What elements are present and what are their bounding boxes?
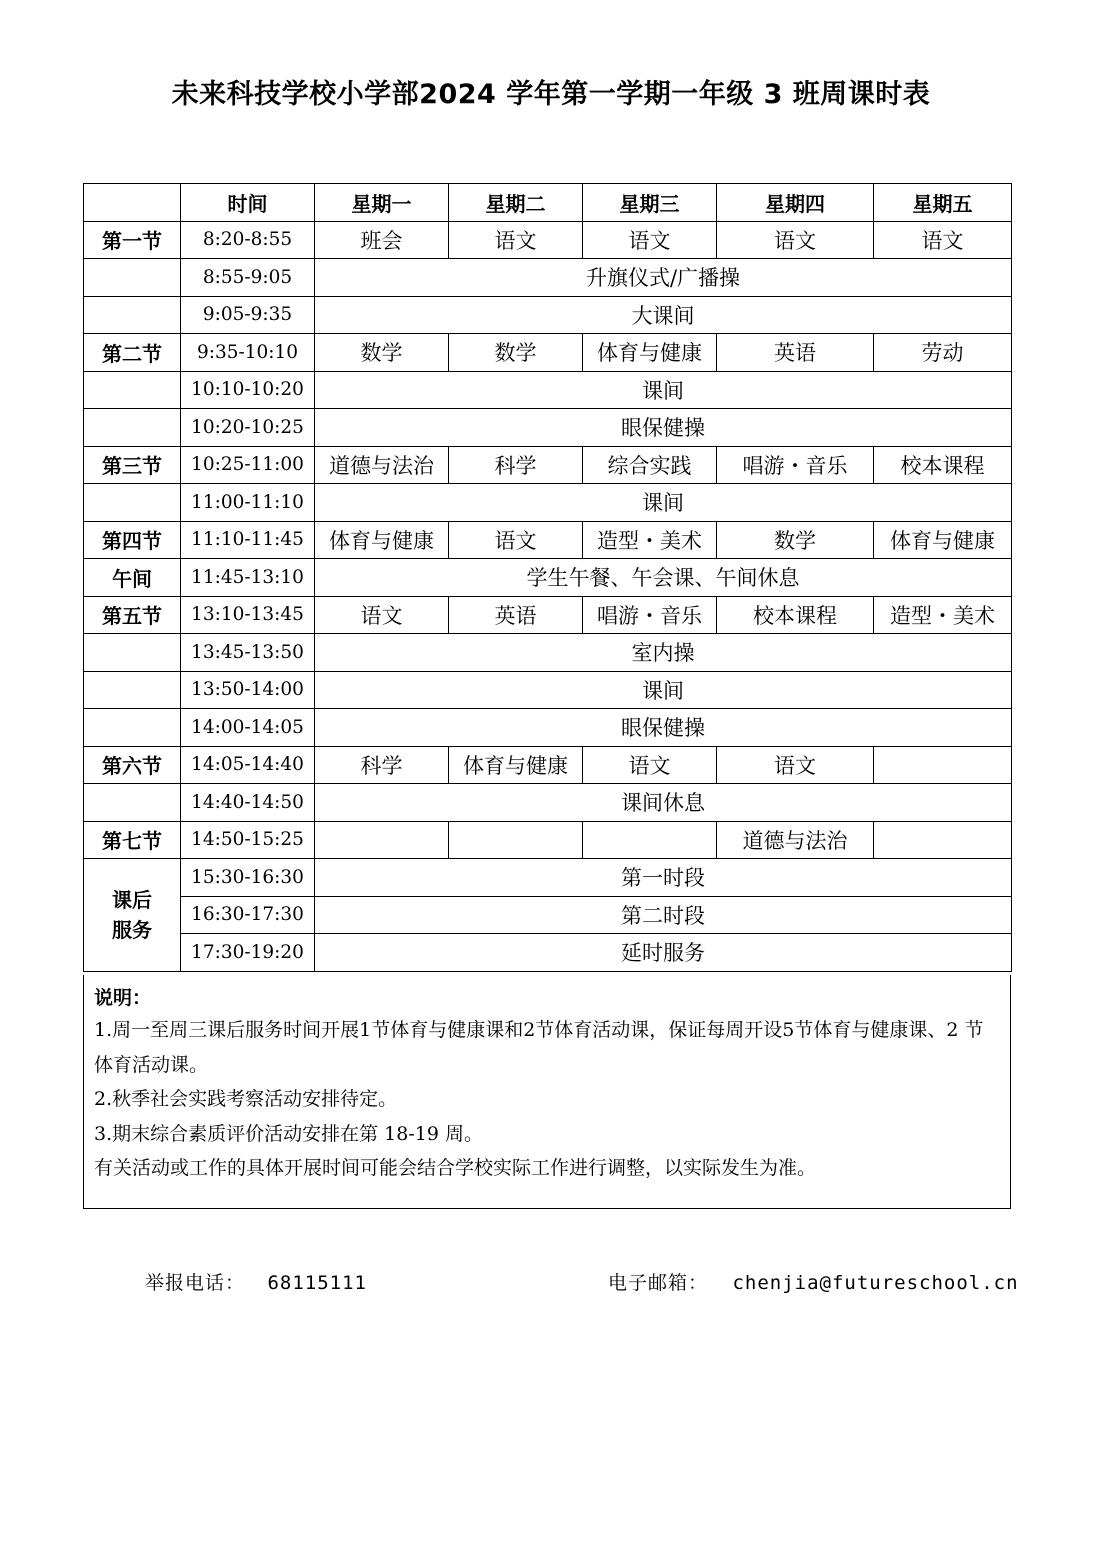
- period-label: [84, 671, 181, 709]
- time-cell: 11:00-11:10: [181, 484, 315, 522]
- period-label: 午间: [84, 559, 181, 597]
- course-cell: 体育与健康: [315, 521, 449, 559]
- table-row: [84, 334, 1012, 372]
- activity-cell: 课间: [315, 484, 1012, 522]
- time-cell: 8:55-9:05: [181, 259, 315, 297]
- course-cell: 语文: [717, 221, 874, 259]
- header-friday: 星期五: [874, 184, 1012, 222]
- activity-cell: 眼保健操: [315, 409, 1012, 447]
- table-row: [84, 296, 1012, 334]
- footer-phone: [145, 1268, 367, 1295]
- course-cell: 校本课程: [717, 596, 874, 634]
- time-cell: 8:20-8:55: [181, 221, 315, 259]
- course-cell: 唱游・音乐: [717, 446, 874, 484]
- period-label: [84, 709, 181, 747]
- course-cell: 体育与健康: [449, 746, 583, 784]
- course-cell: 体育与健康: [874, 521, 1012, 559]
- course-cell: 班会: [315, 221, 449, 259]
- table-row: [84, 859, 1012, 897]
- period-label: [84, 409, 181, 447]
- header-thursday: 星期四: [717, 184, 874, 222]
- activity-cell: 室内操: [315, 634, 1012, 672]
- course-cell: 语文: [583, 221, 717, 259]
- course-cell: 科学: [315, 746, 449, 784]
- notes-box: [83, 975, 1011, 1209]
- time-cell: 14:05-14:40: [181, 746, 315, 784]
- activity-cell: 课间: [315, 371, 1012, 409]
- course-cell: 科学: [449, 446, 583, 484]
- course-cell: [583, 821, 717, 859]
- period-label: 第七节: [84, 821, 181, 859]
- time-cell: 13:45-13:50: [181, 634, 315, 672]
- table-row: [84, 709, 1012, 747]
- phone-label: 举报电话：: [145, 1272, 246, 1294]
- note-line: 1.周一至周三课后服务时间开展1节体育与健康课和2节体育活动课，保证每周开设5节体育与健康课、2 节体育活动课。: [94, 1019, 984, 1076]
- table-row: [84, 221, 1012, 259]
- period-label: [84, 296, 181, 334]
- table-row: [84, 671, 1012, 709]
- course-cell: [315, 821, 449, 859]
- activity-cell: 课间: [315, 671, 1012, 709]
- table-row: [84, 896, 1012, 934]
- course-cell: 数学: [449, 334, 583, 372]
- header-tuesday: 星期二: [449, 184, 583, 222]
- table-row: [84, 259, 1012, 297]
- course-cell: 唱游・音乐: [583, 596, 717, 634]
- table-row: [84, 821, 1012, 859]
- course-cell: 校本课程: [874, 446, 1012, 484]
- course-cell: 造型・美术: [874, 596, 1012, 634]
- time-cell: 9:35-10:10: [181, 334, 315, 372]
- time-cell: 16:30-17:30: [181, 896, 315, 934]
- activity-cell: 大课间: [315, 296, 1012, 334]
- course-cell: 体育与健康: [583, 334, 717, 372]
- period-label: 第三节: [84, 446, 181, 484]
- table-row: [84, 784, 1012, 822]
- after-school-label-text: 课后服务: [112, 887, 152, 942]
- course-cell: [449, 821, 583, 859]
- period-label: [84, 784, 181, 822]
- time-cell: 10:25-11:00: [181, 446, 315, 484]
- email-label: 电子邮箱：: [608, 1272, 709, 1294]
- course-cell: 英语: [717, 334, 874, 372]
- time-cell: 9:05-9:35: [181, 296, 315, 334]
- course-cell: 英语: [449, 596, 583, 634]
- course-cell: 语文: [874, 221, 1012, 259]
- activity-cell: 课间休息: [315, 784, 1012, 822]
- course-cell: 劳动: [874, 334, 1012, 372]
- time-cell: 10:10-10:20: [181, 371, 315, 409]
- course-cell: 数学: [717, 521, 874, 559]
- header-blank: [84, 184, 181, 222]
- course-cell: 数学: [315, 334, 449, 372]
- email-address: chenjia@futureschool.cn: [732, 1272, 1019, 1294]
- period-label: 第五节: [84, 596, 181, 634]
- table-row: [84, 559, 1012, 597]
- note-line: 有关活动或工作的具体开展时间可能会结合学校实际工作进行调整，以实际发生为准。: [94, 1157, 817, 1179]
- header-time: 时间: [181, 184, 315, 222]
- notes-heading: 说明：: [94, 987, 152, 1009]
- time-cell: 14:40-14:50: [181, 784, 315, 822]
- time-cell: 13:50-14:00: [181, 671, 315, 709]
- activity-cell: 学生午餐、午会课、午间休息: [315, 559, 1012, 597]
- note-line: 2.秋季社会实践考察活动安排待定。: [94, 1088, 398, 1110]
- course-cell: 语文: [583, 746, 717, 784]
- period-label: 第六节: [84, 746, 181, 784]
- table-row: [84, 409, 1012, 447]
- table-row: [84, 371, 1012, 409]
- activity-cell: 眼保健操: [315, 709, 1012, 747]
- course-cell: 道德与法治: [315, 446, 449, 484]
- time-cell: 10:20-10:25: [181, 409, 315, 447]
- time-cell: 17:30-19:20: [181, 934, 315, 972]
- timetable: [83, 183, 1012, 972]
- note-line: 3.期末综合素质评价活动安排在第 18-19 周。: [94, 1122, 483, 1145]
- course-cell: [874, 821, 1012, 859]
- time-cell: 11:10-11:45: [181, 521, 315, 559]
- period-label: 第四节: [84, 521, 181, 559]
- period-label: [84, 484, 181, 522]
- header-row: [84, 184, 1012, 222]
- activity-cell: 第一时段: [315, 859, 1012, 897]
- activity-cell: 延时服务: [315, 934, 1012, 972]
- period-label: 第二节: [84, 334, 181, 372]
- footer-email: [608, 1268, 1019, 1295]
- period-label: [84, 259, 181, 297]
- header-monday: 星期一: [315, 184, 449, 222]
- course-cell: 语文: [717, 746, 874, 784]
- time-cell: 15:30-16:30: [181, 859, 315, 897]
- time-cell: 14:00-14:05: [181, 709, 315, 747]
- page-title: 未来科技学校小学部2024 学年第一学期一年级 3 班周课时表: [171, 79, 931, 110]
- table-row: [84, 521, 1012, 559]
- table-row: [84, 596, 1012, 634]
- header-wednesday: 星期三: [583, 184, 717, 222]
- table-row: [84, 746, 1012, 784]
- time-cell: 11:45-13:10: [181, 559, 315, 597]
- phone-number: 68115111: [267, 1272, 367, 1294]
- course-cell: 语文: [315, 596, 449, 634]
- course-cell: [874, 746, 1012, 784]
- time-cell: 14:50-15:25: [181, 821, 315, 859]
- period-label: [84, 371, 181, 409]
- period-label: 第一节: [84, 221, 181, 259]
- course-cell: 综合实践: [583, 446, 717, 484]
- table-row: [84, 934, 1012, 972]
- course-cell: 语文: [449, 521, 583, 559]
- table-row: [84, 446, 1012, 484]
- period-label: [84, 634, 181, 672]
- course-cell: 道德与法治: [717, 821, 874, 859]
- course-cell: 造型・美术: [583, 521, 717, 559]
- activity-cell: 第二时段: [315, 896, 1012, 934]
- after-school-label: [84, 859, 181, 972]
- course-cell: 语文: [449, 221, 583, 259]
- time-cell: 13:10-13:45: [181, 596, 315, 634]
- table-row: [84, 484, 1012, 522]
- table-row: [84, 634, 1012, 672]
- activity-cell: 升旗仪式/广播操: [315, 259, 1012, 297]
